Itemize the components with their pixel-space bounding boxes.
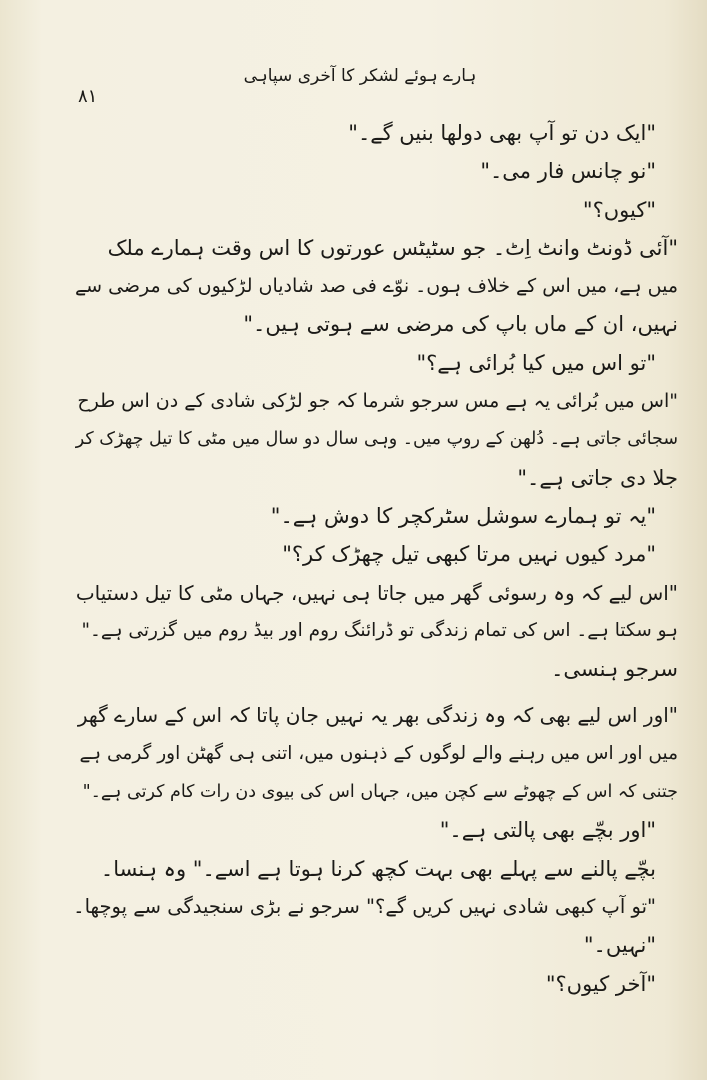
- text-line: "اس میں بُرائی یہ ہے مس سرجو شرما کہ جو لڑکی شادی کے دن اس طرح: [77, 390, 678, 413]
- text-line: "اور اس لیے بھی کہ وہ زندگی بھر یہ نہیں جان پاتا کہ اس کے سارے گھر: [77, 703, 678, 728]
- text-line: سجائی جاتی ہے۔ دُلھن کے روپ میں۔ وہی سال دو سال میں مٹی کا تیل چھڑک کر: [75, 429, 678, 450]
- text-line: "اور بچّے بھی پالتی ہے۔": [439, 818, 656, 843]
- text-line: "اس لیے کہ وہ رسوئی گھر میں جاتا ہی نہیں، جہاں مٹی کا تیل دستیاب: [75, 580, 678, 605]
- text-line: "تو اس میں کیا بُرائی ہے؟": [416, 350, 656, 375]
- text-line: "نہیں۔": [583, 933, 656, 958]
- text-line: "آئی ڈونٹ وانٹ اِٹ۔ جو سٹیٹس عورتوں کا اس وقت ہمارے ملک: [107, 235, 678, 260]
- text-line: بچّے پالنے سے پہلے بھی بہت کچھ کرنا ہوتا ہے اسے۔" وہ ہنسا۔: [100, 856, 656, 881]
- text-line: "مرد کیوں نہیں مرتا کبھی تیل چھڑک کر؟": [282, 542, 656, 567]
- page-number: ۸۱: [78, 86, 98, 107]
- text-line: جلا دی جاتی ہے۔": [517, 465, 678, 490]
- text-line: نہیں، ان کے ماں باپ کی مرضی سے ہوتی ہیں۔": [243, 312, 678, 337]
- text-line: "ایک دن تو آپ بھی دولھا بنیں گے۔": [348, 121, 656, 145]
- text-line: میں اور اس میں رہنے والے لوگوں کے ذہنوں میں، اتنی ہی گھٹن اور گرمی ہے: [79, 742, 678, 764]
- text-line: جتنی کہ اس کے چھوٹے سے کچن میں، جہاں اس کی بیوی دن رات کام کرتی ہے۔": [82, 782, 678, 803]
- body-text: [72, 114, 678, 1003]
- text-line: "آخر کیوں؟": [545, 971, 656, 996]
- text-line: "نو چانس فار می۔": [480, 159, 656, 184]
- text-line: "یہ تو ہمارے سوشل سٹرکچر کا دوش ہے۔": [270, 503, 656, 528]
- page-header: [0, 60, 707, 107]
- text-line: "کیوں؟": [582, 197, 656, 222]
- text-line: "تو آپ کبھی شادی نہیں کریں گے؟" سرجو نے بڑی سنجیدگی سے پوچھا۔: [73, 894, 656, 918]
- text-line: سرجو ہنسی۔: [551, 657, 678, 682]
- text-line: ہو سکتا ہے۔ اس کی تمام زندگی تو ڈرائنگ روم اور بیڈ روم میں گزرتی ہے۔": [81, 619, 678, 641]
- text-line: میں ہے، میں اس کے خلاف ہوں۔ نوّے فی صد شادیاں لڑکیوں کی مرضی سے: [74, 275, 678, 298]
- running-title: ہارے ہوئے لشکر کا آخری سپاہی: [243, 66, 477, 86]
